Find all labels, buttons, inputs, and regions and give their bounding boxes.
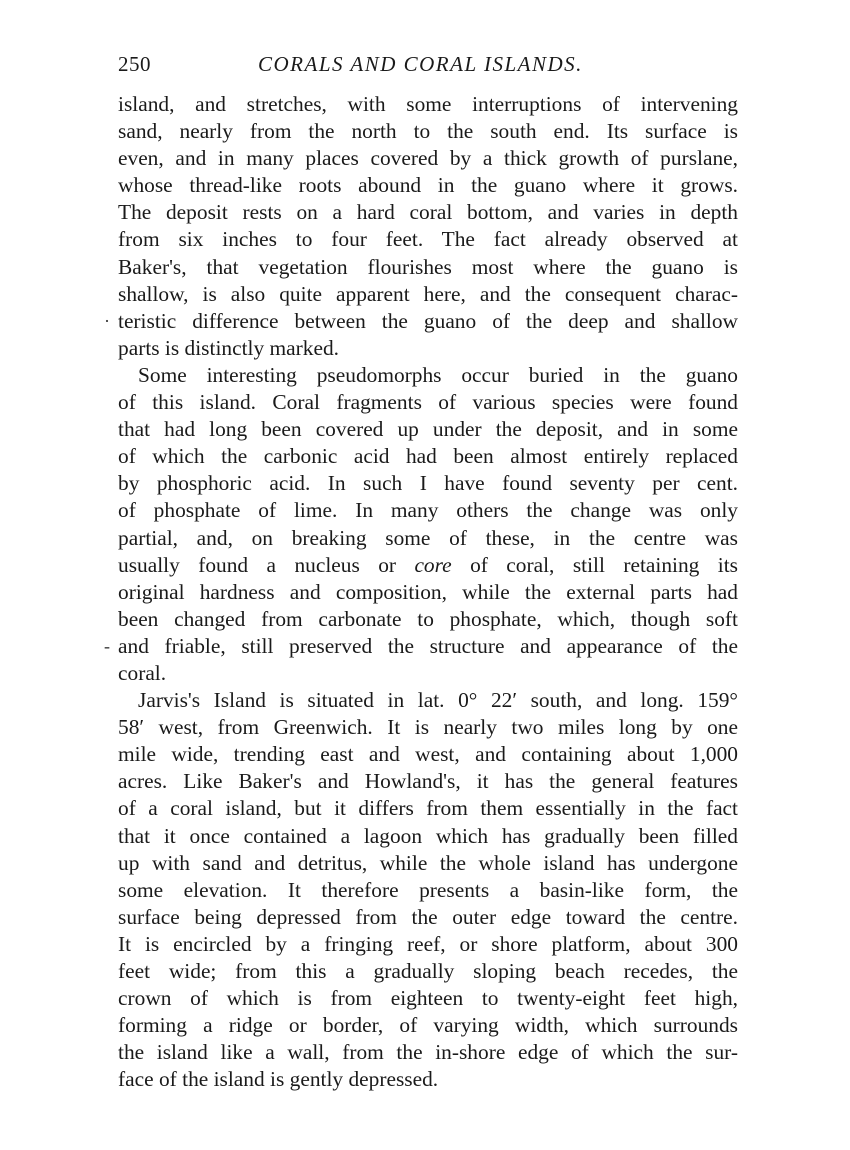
text-line: partial, and, on breaking some of these, in the centre was	[118, 525, 738, 550]
running-title: CORALS AND CORAL ISLANDS.	[258, 52, 583, 76]
text-line: of a coral island, but it differs from them essentially in the fact	[118, 796, 738, 821]
text-line: been changed from carbonate to phosphate, which, though soft	[118, 606, 738, 631]
text-line: of which the carbonic acid had been almost entirely replaced	[118, 444, 738, 469]
margin-mark: ·	[104, 311, 110, 331]
text-line: up with sand and detritus, while the whole island has undergone	[118, 850, 738, 875]
text-line: sand, nearly from the north to the south end. Its surface is	[118, 119, 738, 144]
text-line: The deposit rests on a hard coral bottom, and varies in depth	[118, 200, 738, 225]
text-line: face of the island is gently depressed.	[118, 1067, 439, 1092]
text-line: that it once contained a lagoon which has gradually been filled	[118, 823, 738, 848]
text-line: usually found a nucleus or core of coral, still retaining its	[118, 552, 738, 577]
text-line: acres. Like Baker's and Howland's, it has the general features	[118, 769, 738, 794]
paragraph	[118, 687, 738, 1093]
text-line: from six inches to four feet. The fact already observed at	[118, 227, 738, 252]
margin-mark: -	[104, 636, 110, 656]
italic-word: core	[414, 552, 452, 577]
text-line: island, and stretches, with some interruptions of intervening	[118, 92, 738, 116]
text-line: feet wide; from this a gradually sloping beach recedes, the	[118, 959, 738, 983]
text-line: the island like a wall, from the in-shore edge of which the sur-	[118, 1040, 738, 1065]
text-line: by phosphoric acid. In such I have found seventy per cent.	[118, 471, 738, 496]
text-line: and friable, still preserved the structure and appearance of the	[118, 633, 738, 658]
page-header	[118, 52, 736, 82]
text-line: surface being depressed from the outer edge toward the centre.	[118, 904, 738, 929]
text-line: original hardness and composition, while the external parts had	[118, 579, 738, 604]
text-line: Jarvis's Island is situated in lat. 0° 22′ south, and long. 159°	[138, 688, 738, 713]
body-text	[118, 91, 738, 1093]
text-line: that had long been covered up under the deposit, and in some	[118, 417, 738, 442]
text-line: some elevation. It therefore presents a basin-like form, the	[118, 877, 738, 902]
text-line: Baker's, that vegetation flourishes most where the guano is	[118, 254, 738, 279]
text-line: crown of which is from eighteen to twenty-eight feet high,	[118, 986, 738, 1011]
text-line: Some interesting pseudomorphs occur buried in the guano	[138, 362, 738, 387]
text-line: It is encircled by a fringing reef, or shore platform, about 300	[118, 931, 738, 956]
text-line: forming a ridge or border, of varying width, which surrounds	[118, 1013, 738, 1038]
text-line: of this island. Coral fragments of various species were found	[118, 390, 738, 415]
text-line: teristic difference between the guano of the deep and shallow	[118, 308, 738, 333]
text-line: 58′ west, from Greenwich. It is nearly two miles long by one	[118, 715, 738, 740]
text-line: parts is distinctly marked.	[118, 335, 339, 360]
text-line: coral.	[118, 660, 167, 685]
paragraph	[118, 91, 738, 362]
paragraph	[118, 362, 738, 687]
text-line: whose thread-like roots abound in the guano where it grows.	[118, 173, 738, 198]
text-line: even, and in many places covered by a thick growth of purslane,	[118, 146, 738, 171]
text-line: shallow, is also quite apparent here, and the consequent charac-	[118, 281, 738, 306]
page-number: 250	[118, 52, 151, 76]
text-line: of phosphate of lime. In many others the change was only	[118, 498, 738, 523]
text-line: mile wide, trending east and west, and containing about 1,000	[118, 742, 738, 767]
